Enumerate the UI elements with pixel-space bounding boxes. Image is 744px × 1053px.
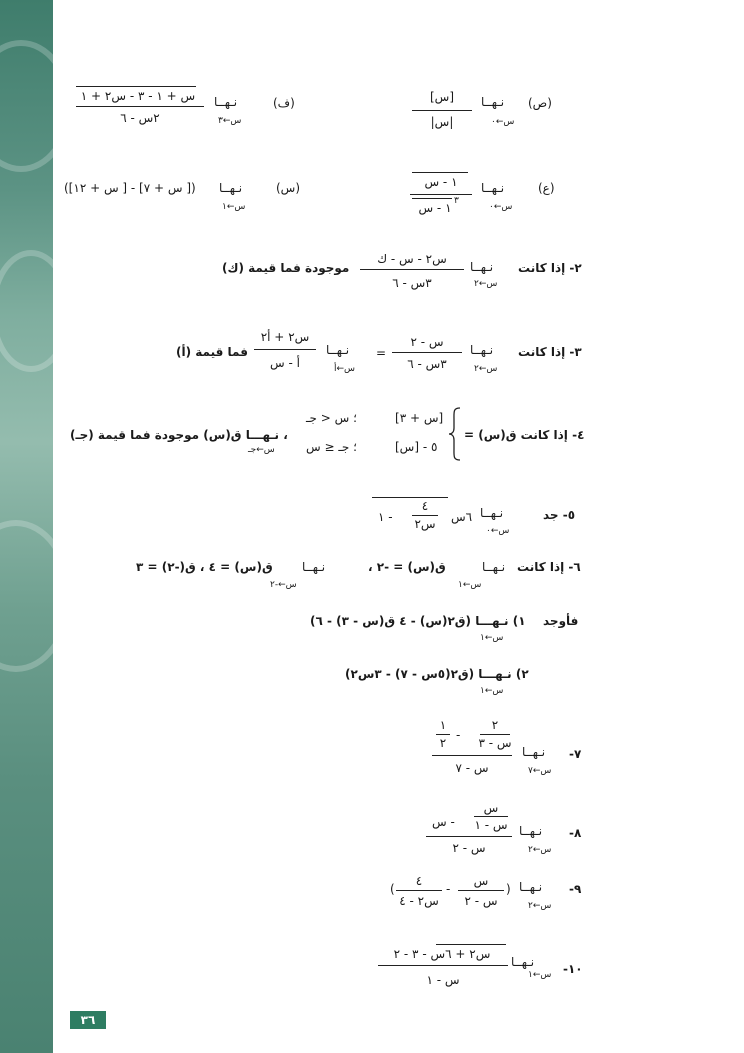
fraction-denominator: ٣س - ٦ [392,276,432,290]
inner-fraction-bar [436,734,450,735]
lim-subscript: س←١ [480,686,504,696]
question-10-fraction [378,942,508,994]
lim-subscript: س←٢ [474,279,498,289]
question-4-suffix: ، نـهـــا ق(س) موجودة فما قيمة (جـ) [70,428,288,442]
question-5-inner-fraction [410,499,440,533]
question-3-fraction-2 [254,328,316,376]
question-5-prefix: ٥- جد [543,508,576,522]
lim-word: نـهــا [470,343,494,357]
lim-word: نـهــا [522,745,546,759]
root-index: ٣ [454,196,459,206]
lim-word: نـهــا [214,95,238,109]
lim-subscript: س←١ [528,970,552,980]
radical-bar [436,944,506,945]
lim-subscript: س←٠ [489,202,513,212]
decorative-ring [0,250,53,372]
lim-word: نـهــا [481,95,505,109]
lim-word: نـهــا [519,880,543,894]
radical-bar [372,497,448,498]
question-6-part-1: ١) نـهـــا (ق٢(س) - ٤ ق(س - ٣) - ٦) [310,614,526,628]
fraction-denominator: س - ١ [426,973,460,987]
lim-word: نـهــا [482,560,506,574]
piecewise-brace [448,406,462,462]
decorative-side-band [0,0,53,1053]
lim-subscript: س←٢ [528,901,552,911]
lim-subscript: س←٠ [491,117,515,127]
fraction-numerator: س - ٢ [410,335,444,349]
decorative-ring [0,520,53,672]
question-8-tail: - س [432,815,455,829]
ex-ain-fraction [410,170,472,222]
lim-subscript: س←١ [458,580,482,590]
lim-word: نـهــا [480,506,504,520]
lim-subscript: س←٧ [528,766,552,776]
fraction-denominator: س - ٧ [455,761,489,775]
page-number: ٣٦ [70,1011,106,1029]
fraction-denominator: أ - س [270,356,300,370]
fraction-denominator: س - ٢ [452,841,486,855]
question-9-fraction-2 [396,872,442,912]
ex-p-fraction [412,88,472,136]
lim-word: نـهــا [519,824,543,838]
lim-word: نـهــا [511,955,535,969]
fraction-bar [458,890,504,891]
fraction-numerator: ٤ [415,874,423,888]
question-7-label: ٧- [569,747,582,761]
question-2-prefix: ٢- إذا كانت [518,261,582,275]
fraction-bar [360,269,464,270]
lim-subscript: س←٢ [528,845,552,855]
ex-f-label: (ف) [273,96,295,110]
radical-bar [412,172,468,173]
radical-bar [76,86,196,87]
piece-2-expression: ٥ - [س] [395,440,438,454]
fraction-numerator: س٢ + ٦س - ٣ - ٢ [393,947,491,961]
inner-denominator-1: س - ٣ [478,736,512,750]
fraction-bar [76,106,204,107]
fraction-bar [254,349,316,350]
piece-1-condition: ؛ س < جـ [306,411,357,425]
lim-word: نـهــا [481,181,505,195]
question-7-fraction [432,716,512,780]
lim-subscript: س←١ [480,633,504,643]
question-5-tail: - ١ [378,510,393,524]
inner-numerator: س [483,801,499,815]
lim-subscript: س←٠ [486,526,510,536]
fraction-numerator: [س] [429,90,454,104]
fraction-numerator: س٢ + أ٢ [260,330,310,344]
question-9-label: ٩- [569,882,582,896]
fraction-denominator: ١ - س [418,201,452,215]
question-8-fraction [426,801,512,861]
lim-subscript: س←أ [334,364,356,374]
lim-subscript: س←جـ [248,445,275,455]
ex-ain-label: (ع) [538,181,555,195]
minus-sign: - [456,728,461,742]
question-6-condition-1: ق(س) = -٢ ، [368,560,446,574]
question-10-label: ١٠- [563,962,583,976]
fraction-numerator: ٤ [421,499,429,513]
question-2-suffix: موجودة فما قيمة (ك) [222,261,350,275]
decorative-ring [0,40,53,172]
question-2-fraction [360,250,464,296]
minus-sign: - [446,882,451,896]
lim-word: نـهــا [326,343,350,357]
inner-fraction-bar [480,734,510,735]
question-3-prefix: ٣- إذا كانت [518,345,582,359]
fraction-numerator: ١ - س [424,175,458,189]
fraction-denominator: ٢س - ٦ [120,111,160,125]
fraction-denominator: س٢ - ٤ [399,894,439,908]
paren-open: ( [506,882,511,896]
lim-subscript: س←٣ [218,116,242,126]
inner-numerator-1: ٢ [491,718,499,732]
paren-close: ) [390,882,395,896]
lim-subscript: س←٢ [474,364,498,374]
lim-word: نـهــا [219,181,243,195]
question-9-fraction-1 [458,872,504,912]
lim-subscript: س←-٢ [270,580,297,590]
equals-sign: = [376,346,387,360]
fraction-numerator: س٢ - س - ك [377,252,447,266]
lim-word: نـهــا [302,560,326,574]
fraction-bar [426,836,512,837]
fraction-bar [396,890,442,891]
question-3-fraction-1 [392,333,462,377]
question-4-prefix: ٤- إذا كانت ق(س) = [464,428,585,442]
question-5-coefficient: ٦س [451,510,473,524]
fraction-bar [410,194,472,195]
question-6-prefix: ٦- إذا كانت [517,560,581,574]
inner-numerator-2: ١ [439,718,447,732]
fraction-numerator: س [473,874,489,888]
fraction-bar [378,965,508,966]
question-6-part-2: ٢) نـهـــا (ق٢(٥س - ٧) - ٣س٢) [345,667,529,681]
ex-p-label: (ص) [528,96,552,110]
radical-bar [412,198,452,199]
ex-f-fraction [76,84,204,130]
piece-2-condition: ؛ جـ ≤ س [306,440,357,454]
inner-denominator-2: ٢ [439,736,447,750]
inner-denominator: س - ١ [474,818,508,832]
lim-word: نـهــا [470,260,494,274]
lim-subscript: س←١ [222,202,246,212]
piece-1-expression: [س + ٣] [395,411,444,425]
fraction-denominator: س - ٢ [464,894,498,908]
question-6-condition-2: ق(س) = ٤ ، ق(-٢) = ٣ [136,560,273,574]
question-6-find: فأوجد [543,614,579,628]
inner-fraction-bar [474,816,508,817]
fraction-bar [432,755,512,756]
fraction-denominator: س٢ [414,517,436,531]
question-3-suffix: فما قيمة (أ) [176,345,248,359]
fraction-bar [392,352,462,353]
ex-s-expression: ([ س + ٧] - [ س + ١٢]) [64,181,196,195]
fraction-denominator: ٣س - ٦ [407,357,447,371]
ex-s-label: (س) [276,181,301,195]
fraction-bar [412,110,472,111]
fraction-bar [412,515,438,516]
fraction-denominator: |س| [430,115,454,129]
fraction-numerator: س + ١ - ٣ - س٢ + ١ [80,89,196,103]
question-8-label: ٨- [569,826,582,840]
